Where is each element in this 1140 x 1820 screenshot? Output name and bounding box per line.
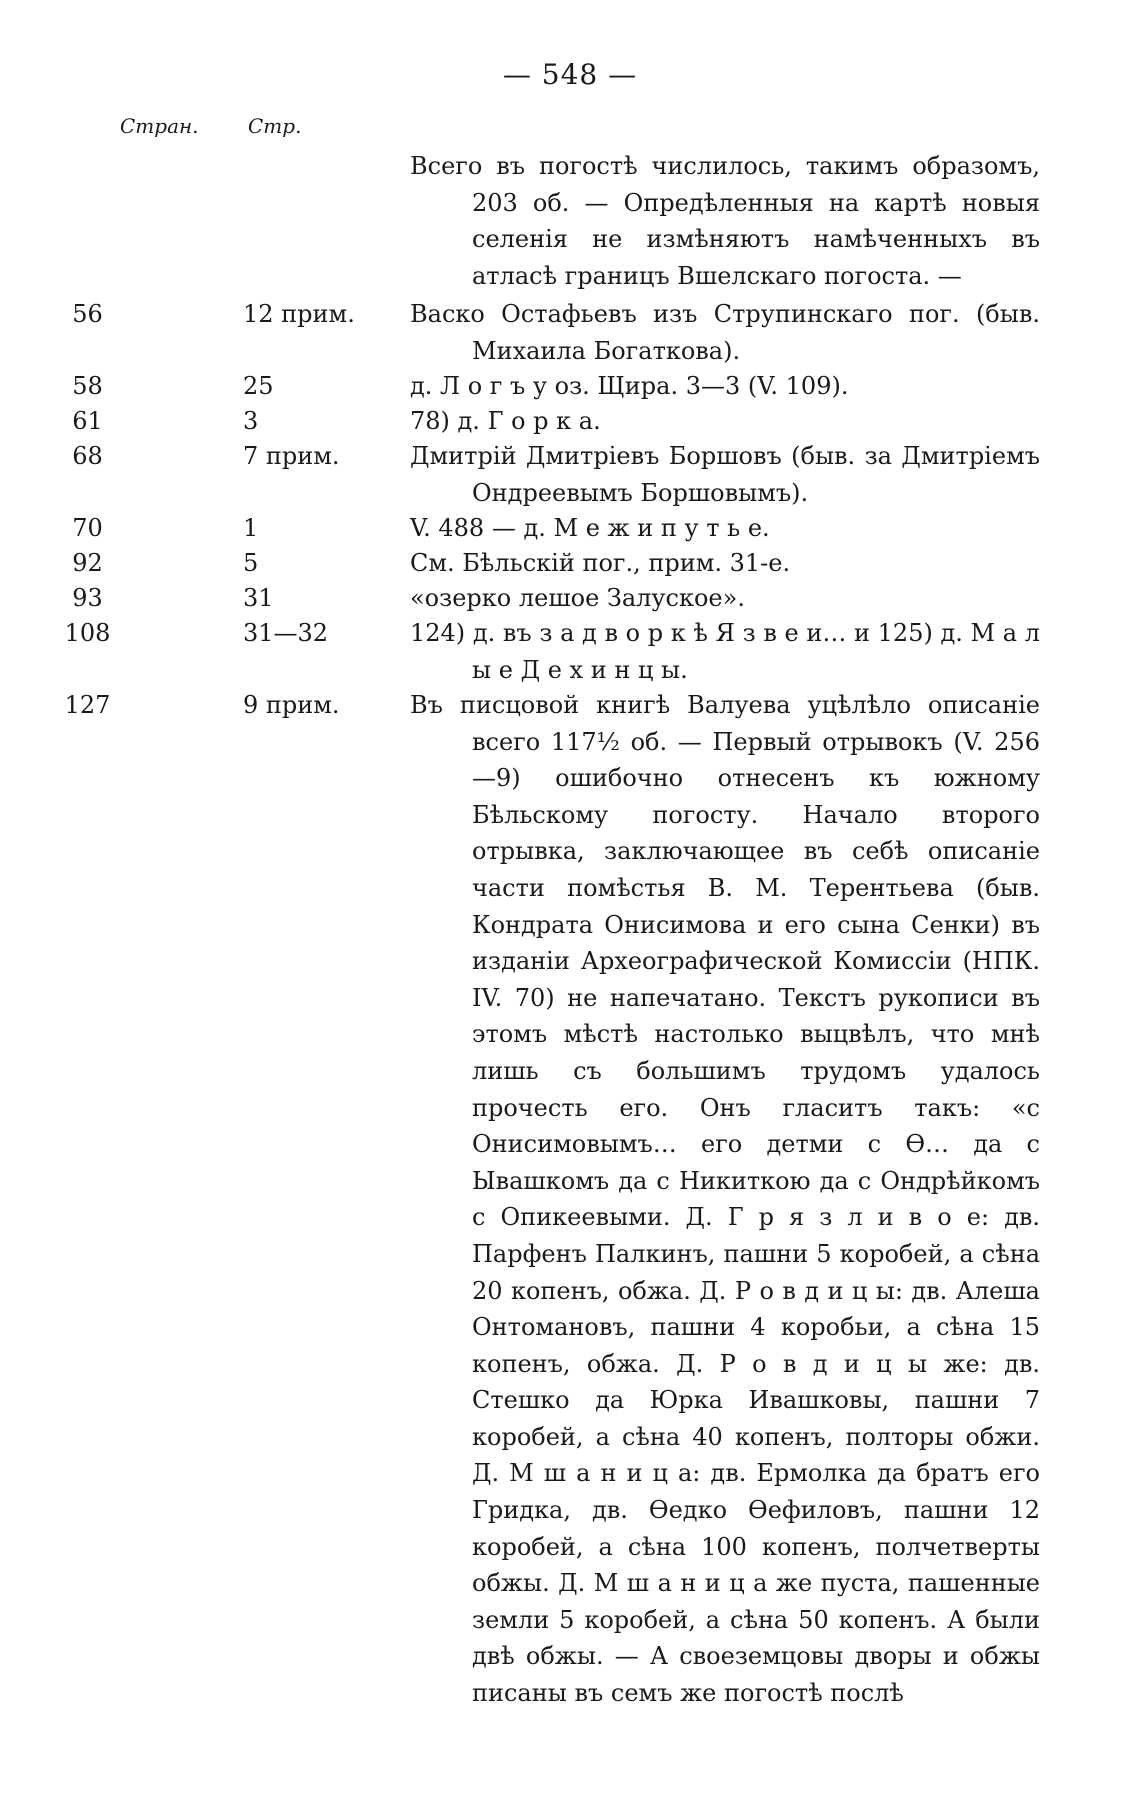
entry-line-ref: 12 прим.: [243, 300, 355, 328]
entry-page-ref: 108: [64, 619, 111, 647]
entry-page-ref: 70: [72, 514, 103, 542]
entry-text: См. Бѣльскій пог., прим. 31-е.: [410, 549, 791, 577]
note-entry: [0, 687, 1140, 1767]
page-number: — 548 —: [502, 58, 638, 91]
note-entry: [0, 296, 1140, 368]
column-header-line: Стр.: [248, 114, 302, 138]
note-entry: [0, 368, 1140, 403]
entry-line-ref: 31: [243, 584, 274, 612]
entry-page-ref: 58: [72, 372, 103, 400]
entry-text: 124) д. въ з а д в о р к ѣ Я з в е и… и 125) д. М а л ы е Д е х и н ц ы.: [410, 619, 1040, 684]
note-entry: [0, 403, 1140, 438]
entry-line-ref: 25: [243, 372, 274, 400]
entry-text: Всего въ погостѣ числилось, такимъ образомъ, 203 об. — Опредѣленныя на картѣ новыя селенія не измѣняютъ намѣченныхъ въ атласѣ границъ Вшелскаго погоста. —: [410, 152, 1040, 290]
entry-text: д. Л о г ъ у оз. Щира. 3—3 (V. 109).: [410, 372, 849, 400]
note-entry: [0, 438, 1140, 510]
entry-line-ref: 5: [243, 549, 259, 577]
entry-page-ref: 68: [72, 442, 103, 470]
entry-text: «озерко лешое Залуское».: [410, 584, 745, 612]
entry-line-ref: 3: [243, 407, 259, 435]
entry-line-ref: 1: [243, 514, 259, 542]
note-entry: [0, 545, 1140, 580]
entry-page-ref: 93: [72, 584, 103, 612]
entry-page-ref: 127: [64, 691, 111, 719]
entry-page-ref: 92: [72, 549, 103, 577]
entry-text: Въ писцовой книгѣ Валуева уцѣлѣло описаніе всего 117½ об. — Первый отрывокъ (V. 256—9) ошибочно отнесенъ къ южному Бѣльскому погосту. Начало второго отрывка, заключающее въ себѣ описаніе части помѣстья В. М. Терентьева (быв. Кондрата Онисимова и его сына Сенки) въ изданіи Археографической Комиссіи (НПК. IV. 70) не напечатано. Текстъ рукописи въ этомъ мѣстѣ настолько выцвѣлъ, что мнѣ лишь съ большимъ трудомъ удалось прочесть его. Онъ гласитъ такъ: «с Онисимовымъ… его детми с Ѳ… да с Ывашкомъ да с Никиткою да с Ондрѣйкомъ с Опикеевыми. Д. Г р я з л и в о е: дв. Парфенъ Палкинъ, пашни 5 коробей, а сѣна 20 копенъ, обжа. Д. Р о в д и ц ы: дв. Алеша Онтомановъ, пашни 4 коробьи, а сѣна 15 копенъ, обжа. Д. Р о в д и ц ы же: дв. Стешко да Юрка Ивашковы, пашни 7 коробей, а сѣна 40 копенъ, полторы обжи. Д. М ш а н и ц а: дв. Ермолка да братъ его Гридка, дв. Ѳедко Ѳефиловъ, пашни 12 коробей, а сѣна 100 копенъ, полчетверты обжы. Д. М ш а н и ц а же пуста, пашенные земли 5 коробей, а сѣна 50 копенъ. А были двѣ обжы. — А своеземцовы дворы и обжы писаны въ семъ же погостѣ послѣ: [410, 691, 1040, 1708]
entry-text: V. 488 — д. М е ж и п у т ь е.: [410, 514, 770, 542]
notes-list: [0, 148, 1140, 1767]
entry-page-ref: 61: [72, 407, 103, 435]
entry-line-ref: 31—32: [243, 619, 329, 647]
entry-line-ref: 9 прим.: [243, 691, 340, 719]
note-entry: [0, 148, 1140, 296]
note-entry: [0, 580, 1140, 615]
column-header-page: Стран.: [120, 114, 199, 138]
entry-text: Васко Остафьевъ изъ Струпинскаго пог. (быв. Михаила Богаткова).: [410, 300, 1040, 365]
entry-text: 78) д. Г о р к а.: [410, 407, 601, 435]
entry-line-ref: 7 прим.: [243, 442, 340, 470]
entry-page-ref: 56: [72, 300, 103, 328]
note-entry: [0, 510, 1140, 545]
entry-text: Дмитрій Дмитріевъ Боршовъ (быв. за Дмитріемъ Ондреевымъ Боршовымъ).: [410, 442, 1040, 507]
note-entry: [0, 615, 1140, 687]
